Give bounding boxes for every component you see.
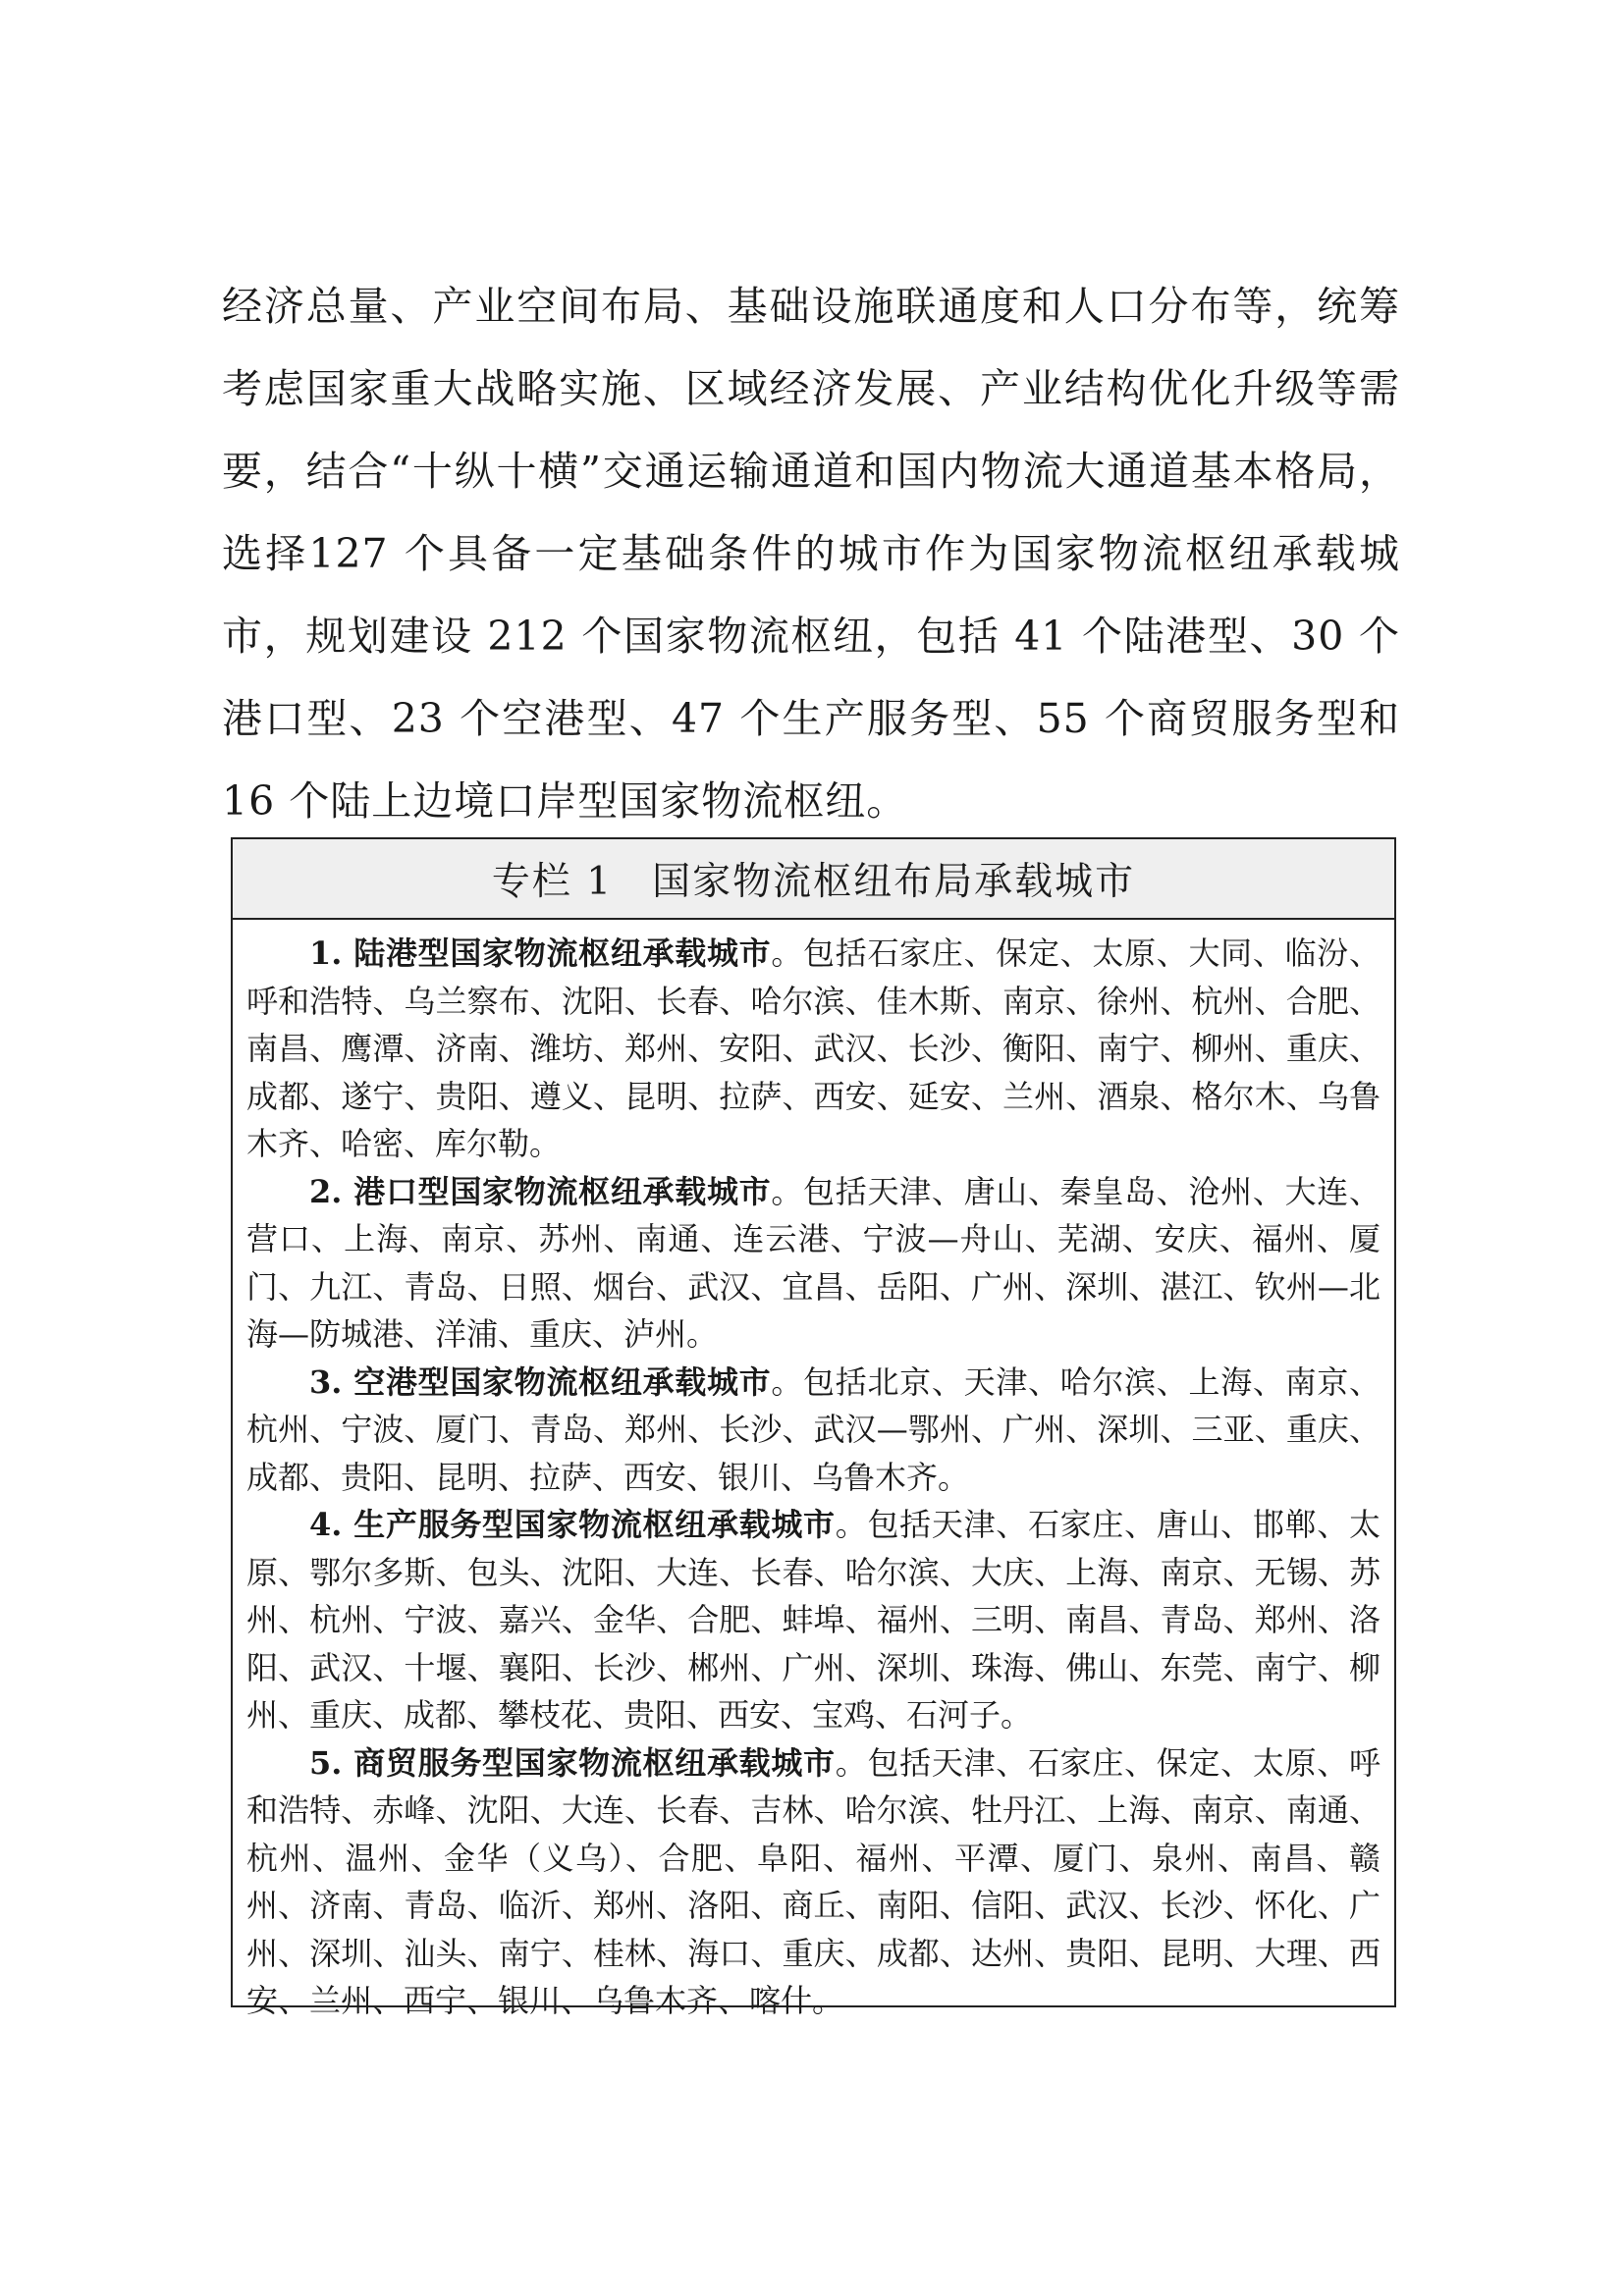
item-text: 。包括天津、唐山、秦皇岛、沧州、大连、营口、上海、南京、苏州、南通、连云港、宁波—舟山、芜湖、安庆、福州、厦门、九江、青岛、日照、烟台、武汉、宜昌、岳阳、广州、深圳、湛江、钦州—北海—防城港、洋浦、重庆、泸州。 [246,1172,1380,1353]
item-heading: 3. 空港型国家物流枢纽承载城市 [309,1362,772,1401]
intro-paragraph: 经济总量、产业空间布局、基础设施联通度和人口分布等，统筹考虑国家重大战略实施、区域经济发展、产业结构优化升级等需要，结合“十纵十横”交通运输通道和国内物流大通道基本格局，选择127 个具备一定基础条件的城市作为国家物流枢纽承载城市，规划建设 212 个国家物流枢纽，包括 41 个陆港型、30 个港口型、23 个空港型、47 个生产服务型、55 个商贸服务型和 16 个陆上边境口岸型国家物流枢纽。 [222,283,1400,825]
sidebar-box-column-1 [231,837,1396,2019]
list-item-production-service [246,1501,1380,1739]
list-item-airport [246,1359,1380,1502]
list-item-trade-service [246,1739,1380,2025]
item-text: 。包括石家庄、保定、太原、大同、临汾、呼和浩特、乌兰察布、沈阳、长春、哈尔滨、佳木斯、南京、徐州、杭州、合肥、南昌、鹰潭、济南、潍坊、郑州、安阳、武汉、长沙、衡阳、南宁、柳州、重庆、成都、遂宁、贵阳、遵义、昆明、拉萨、西安、延安、兰州、酒泉、格尔木、乌鲁木齐、哈密、库尔勒。 [246,934,1380,1162]
item-text: 。包括天津、石家庄、保定、太原、呼和浩特、赤峰、沈阳、大连、长春、吉林、哈尔滨、牡丹江、上海、南京、南通、杭州、温州、金华（义乌）、合肥、阜阳、福州、平潭、厦门、泉州、南昌、赣州、济南、青岛、临沂、郑州、洛阳、商丘、南阳、信阳、武汉、长沙、怀化、广州、深圳、汕头、南宁、桂林、海口、重庆、成都、达州、贵阳、昆明、大理、西安、兰州、西宁、银川、乌鲁木齐、喀什。 [246,1743,1380,2019]
list-item-seaport [246,1168,1380,1359]
list-item-land-port [246,930,1380,1168]
item-heading: 4. 生产服务型国家物流枢纽承载城市 [309,1506,836,1543]
box-label: 专栏 1 [491,860,614,904]
item-heading: 5. 商贸服务型国家物流枢纽承载城市 [309,1743,836,1782]
item-text: 。包括天津、石家庄、唐山、邯郸、太原、鄂尔多斯、包头、沈阳、大连、长春、哈尔滨、大庆、上海、南京、无锡、苏州、杭州、宁波、嘉兴、金华、合肥、蚌埠、福州、三明、南昌、青岛、郑州、洛阳、武汉、十堰、襄阳、长沙、郴州、广州、深圳、珠海、佛山、东莞、南宁、柳州、重庆、成都、攀枝花、贵阳、西安、宝鸡、石河子。 [246,1506,1380,1734]
box-title-text: 国家物流枢纽布局承载城市 [652,860,1136,904]
box-content [233,920,1394,2025]
item-text: 。包括北京、天津、哈尔滨、上海、南京、杭州、宁波、厦门、青岛、郑州、长沙、武汉—鄂州、广州、深圳、三亚、重庆、成都、贵阳、昆明、拉萨、西安、银川、乌鲁木齐。 [246,1362,1380,1496]
item-heading: 1. 陆港型国家物流枢纽承载城市 [309,934,772,972]
box-title [233,839,1394,920]
item-heading: 2. 港口型国家物流枢纽承载城市 [309,1172,772,1210]
